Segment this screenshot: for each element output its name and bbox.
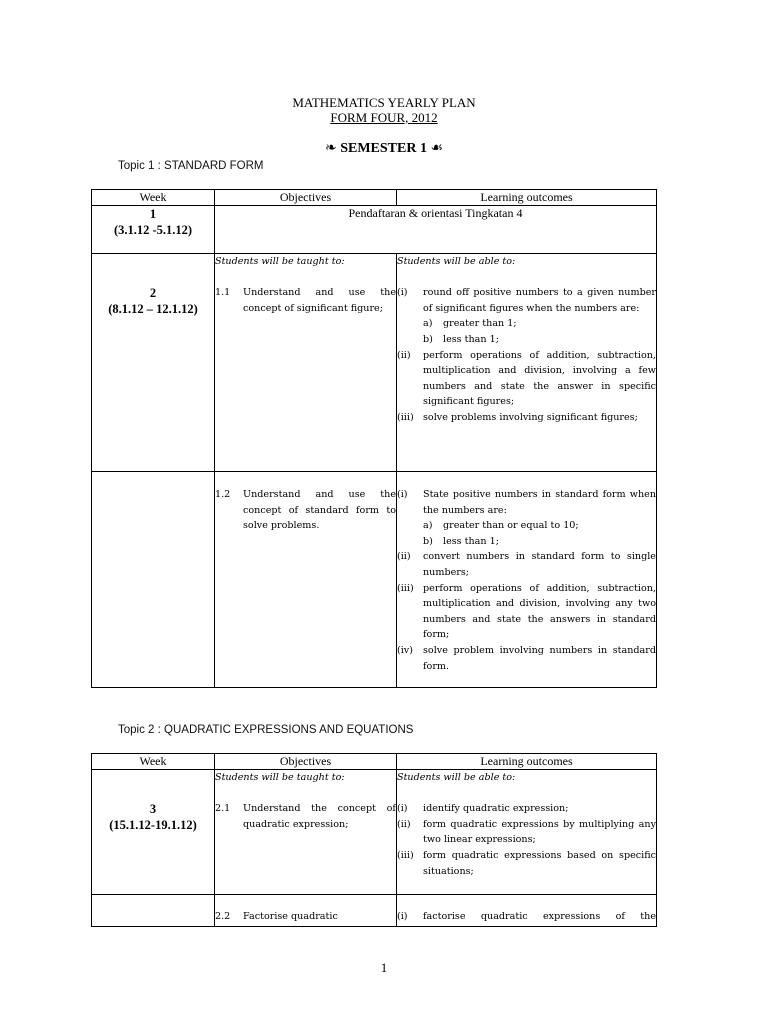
topic-2-table bbox=[91, 753, 657, 927]
outcomes-cell bbox=[397, 770, 657, 895]
outcome-item: (i) round off positive numbers to a given number of significant figures when the numbers are: bbox=[397, 287, 656, 314]
week-number: 3 bbox=[149, 802, 157, 816]
topic-1-table bbox=[91, 189, 657, 688]
outcome-item: (iv) solve problem involving numbers in standard form. bbox=[397, 644, 656, 672]
able-intro: Students will be able to: bbox=[397, 256, 516, 267]
objective-item: 1.1 Understand and use the concept of significant figure; bbox=[215, 287, 396, 314]
fleuron-left-icon: ❧ bbox=[324, 141, 337, 156]
outcome-item: (i) identify quadratic expression; bbox=[397, 803, 569, 815]
table-row bbox=[92, 206, 657, 254]
able-intro: Students will be able to: bbox=[397, 772, 516, 783]
outcome-item: (ii) form quadratic expressions by multiplying any two linear expressions; bbox=[397, 818, 656, 846]
outcome-subitem: a) greater than or equal to 10; bbox=[423, 520, 579, 532]
semester-label: SEMESTER 1 bbox=[340, 141, 427, 156]
outcomes-cell bbox=[397, 254, 657, 472]
objective-item: 2.2 Factorise quadratic bbox=[215, 911, 338, 922]
week-dates: (8.1.12 – 12.1.12) bbox=[108, 302, 198, 316]
week-dates: (3.1.12 -5.1.12) bbox=[113, 223, 193, 237]
semester-heading bbox=[0, 140, 768, 157]
objectives-cell bbox=[215, 254, 397, 472]
outcomes-cell bbox=[397, 895, 657, 927]
outcome-item: (iii) solve problems involving significant figures; bbox=[397, 411, 638, 423]
outcome-subitem: b) less than 1; bbox=[423, 333, 499, 345]
outcome-item: (iii) form quadratic expressions based on specific situations; bbox=[397, 849, 656, 877]
header-learning-outcomes: Learning outcomes bbox=[397, 190, 657, 206]
orientation-note: Pendaftaran & orientasi Tingkatan 4 bbox=[215, 206, 657, 254]
topic-2-heading: Topic 2 : QUADRATIC EXPRESSIONS AND EQUATIONS bbox=[118, 724, 414, 736]
table-header-row bbox=[92, 190, 657, 206]
taught-intro: Students will be taught to: bbox=[215, 256, 345, 267]
page-number: 1 bbox=[380, 960, 388, 975]
outcome-subitem: b) less than 1; bbox=[423, 535, 499, 547]
table-header-row bbox=[92, 754, 657, 770]
header-week: Week bbox=[92, 754, 215, 770]
week-cell bbox=[92, 770, 215, 895]
week-cell bbox=[92, 895, 215, 927]
objectives-cell bbox=[215, 472, 397, 688]
table-row bbox=[92, 472, 657, 688]
table-row bbox=[92, 895, 657, 927]
topic-1-heading: Topic 1 : STANDARD FORM bbox=[118, 160, 264, 172]
week-cell bbox=[92, 254, 215, 472]
taught-intro: Students will be taught to: bbox=[215, 772, 345, 783]
outcomes-cell bbox=[397, 472, 657, 688]
objectives-cell bbox=[215, 895, 397, 927]
table-row bbox=[92, 770, 657, 895]
outcome-item: (i) factorise quadratic expressions of the bbox=[397, 911, 656, 922]
week-number: 2 bbox=[149, 286, 157, 300]
outcome-subitem: a) greater than 1; bbox=[423, 318, 517, 330]
header-learning-outcomes: Learning outcomes bbox=[397, 754, 657, 770]
header-objectives: Objectives bbox=[215, 190, 397, 206]
objective-item: 1.2 Understand and use the concept of standard form to solve problems. bbox=[215, 489, 396, 532]
header-week: Week bbox=[92, 190, 215, 206]
week-cell bbox=[92, 206, 215, 254]
objectives-cell bbox=[215, 770, 397, 895]
document-subtitle: FORM FOUR, 2012 bbox=[330, 110, 438, 125]
objective-item: 2.1 Understand the concept of quadratic expression; bbox=[215, 803, 396, 830]
outcome-item: (iii) perform operations of addition, subtraction, multiplication and division, involving any two numbers and state the answers in standard form; bbox=[397, 582, 656, 641]
table-row bbox=[92, 254, 657, 472]
week-cell bbox=[92, 472, 215, 688]
week-dates: (15.1.12-19.1.12) bbox=[109, 818, 197, 832]
outcome-item: (i) State positive numbers in standard form when the numbers are: bbox=[397, 489, 656, 516]
week-number: 1 bbox=[149, 207, 157, 221]
header-objectives: Objectives bbox=[215, 754, 397, 770]
fleuron-right-icon: ☙ bbox=[430, 141, 444, 156]
outcome-item: (ii) perform operations of addition, subtraction, multiplication and division, involving a few numbers and state the answer in specific significant figures; bbox=[397, 349, 656, 408]
document-title: MATHEMATICS YEARLY PLAN bbox=[292, 95, 476, 110]
outcome-item: (ii) convert numbers in standard form to single numbers; bbox=[397, 551, 656, 578]
